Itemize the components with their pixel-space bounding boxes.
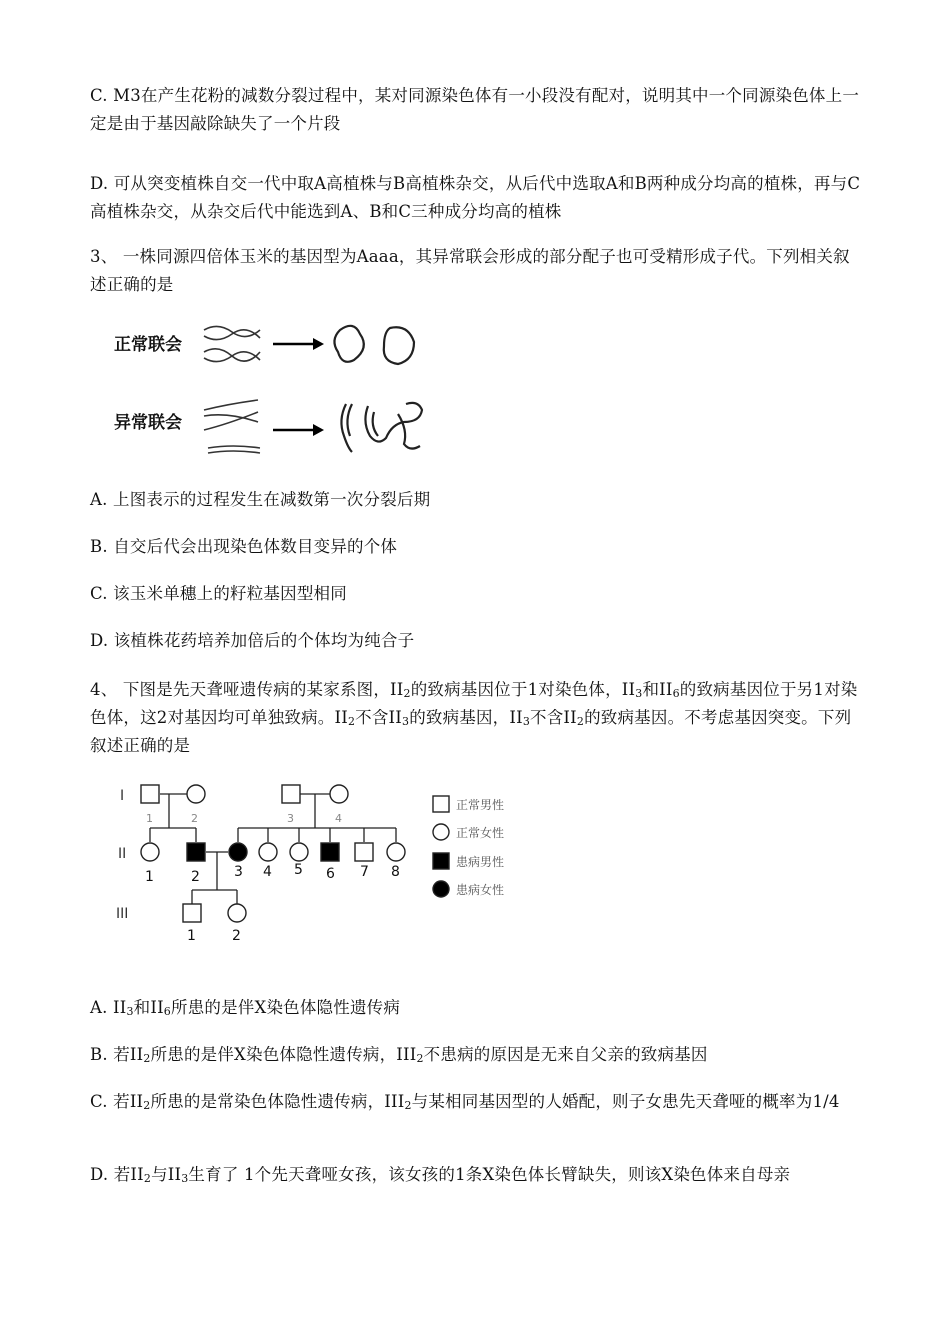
abnormal-chromosome-shapes — [341, 403, 422, 452]
generation-label-ii: II — [118, 846, 127, 862]
g2-number: 2 — [191, 869, 200, 885]
ii-8-normal-female — [387, 843, 405, 861]
generation-label-iii: III — [116, 906, 129, 922]
label-normal-synapsis: 正常联会 — [114, 335, 182, 355]
ii-4-normal-female — [259, 843, 277, 861]
i-2-normal-female — [187, 785, 205, 803]
normal-bivalent-rings — [334, 326, 414, 364]
q3-option-b: B. 自交后代会出现染色体数目变异的个体 — [90, 537, 398, 556]
q4-option-c: C. 若$II_2$所患的是常染色体隐性遗传病，$III_2$与某相同基因型的人婚配，则子女患先天聋哑的概率为1/4 — [90, 1092, 840, 1112]
q4-option-a: A. $II_3$和$II_6$所患的是伴X染色体隐性遗传病 — [90, 998, 401, 1018]
ii-7-normal-male — [355, 843, 373, 861]
legend-affected-male-icon — [433, 853, 449, 869]
q3-option-a: A. 上图表示的过程发生在减数第一次分裂后期 — [90, 490, 431, 509]
legend-affected-female-label: 患病女性 — [456, 883, 505, 897]
ii-5-normal-female — [290, 843, 308, 861]
q3-stem: 3、 一株同源四倍体玉米的基因型为Aaaa，其异常联会形成的部分配子也可受精形成子代。下列相关叙述正确的是 — [90, 247, 850, 294]
legend-normal-male-label: 正常男性 — [456, 798, 505, 812]
g2-number: 8 — [391, 864, 400, 880]
q3-option-d: D. 该植株花药培养加倍后的个体均为纯合子 — [90, 631, 415, 650]
g2-number: 4 — [263, 864, 272, 880]
i-1-normal-male — [141, 785, 159, 803]
legend-affected-male-label: 患病男性 — [456, 855, 505, 869]
g2-number: 5 — [294, 862, 303, 878]
legend-normal-male-icon — [433, 796, 449, 812]
pedigree-figure — [110, 776, 530, 952]
q2-option-c: C. M3在产生花粉的减数分裂过程中，某对同源染色体有一小段没有配对，说明其中一个同源染色体上一定是由于基因敲除缺失了一个片段 — [90, 86, 860, 133]
g2-number: 3 — [234, 864, 243, 880]
label-abnormal-synapsis: 异常联会 — [114, 413, 182, 433]
generation-label-i: I — [120, 788, 125, 804]
g3-number: 1 — [187, 928, 196, 944]
ii-2-affected-male — [187, 843, 205, 861]
i-3-normal-male — [282, 785, 300, 803]
pedigree-generation-iii — [183, 904, 246, 922]
q4-option-b: B. 若$II_2$所患的是伴X染色体隐性遗传病，$III_2$不患病的原因是无来自父亲的致病基因 — [90, 1045, 708, 1065]
legend-normal-female-label: 正常女性 — [456, 826, 505, 840]
q3-option-c: C. 该玉米单穗上的籽粒基因型相同 — [90, 584, 347, 603]
q4-stem: 4、 下图是先天聋哑遗传病的某家系图，$II_2$的致病基因位于1对染色体，$II_3$和$II_6$的致病基因位于另1对染色体，这2对基因均可单独致病。$II_2$不含$II_3$的致病基因，$II_3$不含$II_2$的致病基因。不考虑基因突变。下列叙述正确的是 — [90, 680, 858, 755]
pedigree-legend — [433, 796, 449, 897]
synapsis-figure — [108, 312, 448, 462]
g1-number: 3 — [287, 812, 294, 825]
g1-number: 2 — [191, 812, 198, 825]
normal-synapsis-chromosomes — [204, 326, 260, 361]
q2-option-d: D. 可从突变植株自交一代中取A高植株与B高植株杂交，从后代中选取A和B两种成分均高的植株，再与C高植株杂交，从杂交后代中能选到A、B和C三种成分均高的植株 — [90, 174, 861, 221]
q4-option-d: D. 若$II_2$与$II_3$生育了 1个先天聋哑女孩，该女孩的1条X染色体长臂缺失，则该X染色体来自母亲 — [90, 1165, 791, 1185]
legend-affected-female-icon — [433, 881, 449, 897]
iii-2-normal-female — [228, 904, 246, 922]
i-4-normal-female — [330, 785, 348, 803]
g1-number: 4 — [335, 812, 342, 825]
pedigree-generation-ii — [141, 843, 405, 861]
g1-number: 1 — [146, 812, 153, 825]
g2-number: 1 — [145, 869, 154, 885]
g2-number: 6 — [326, 866, 335, 882]
g3-number: 2 — [232, 928, 241, 944]
ii-3-affected-female — [229, 843, 247, 861]
iii-1-normal-male — [183, 904, 201, 922]
legend-normal-female-icon — [433, 824, 449, 840]
g2-number: 7 — [360, 864, 369, 880]
ii-1-normal-female — [141, 843, 159, 861]
ii-6-affected-male — [321, 843, 339, 861]
abnormal-synapsis-chromosomes — [204, 400, 260, 453]
